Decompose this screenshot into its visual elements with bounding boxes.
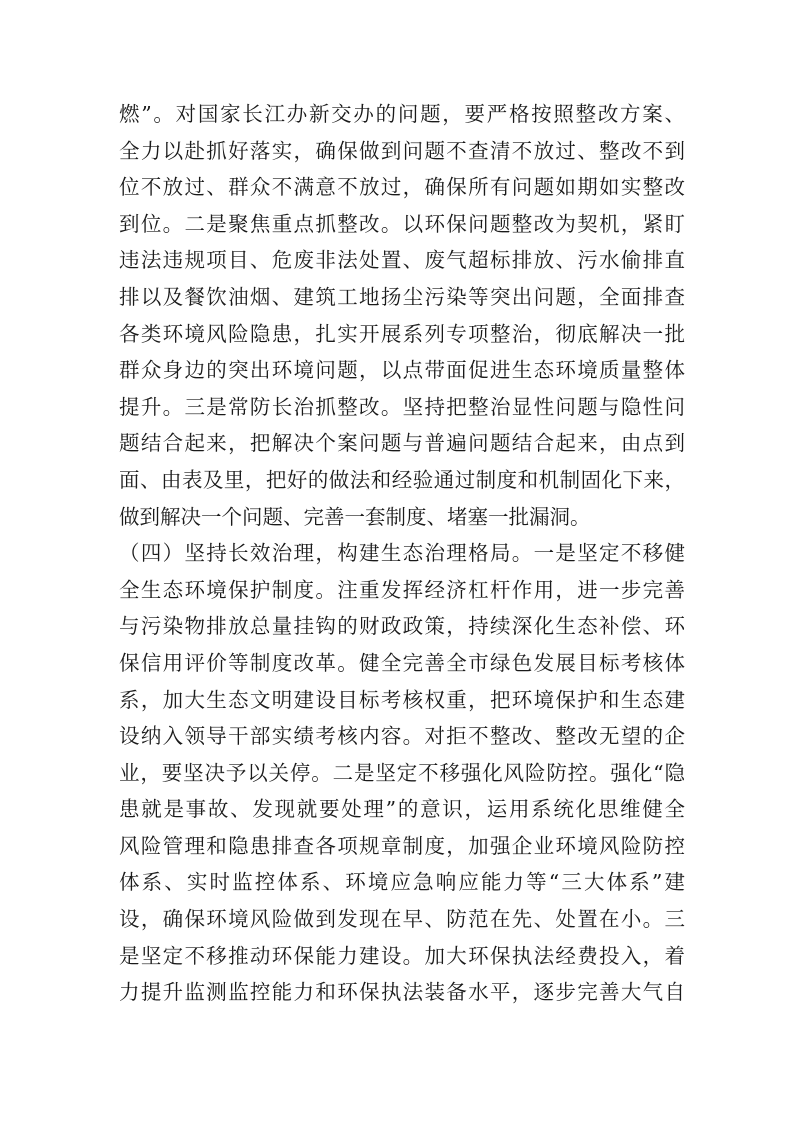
body-text: [119, 96, 685, 1011]
text-line: 位不放过、群众不满意不放过，确保所有问题如期如实整改: [119, 175, 685, 200]
text-line: 风险管理和隐患排查各项规章制度，加强企业环境风险防控: [119, 833, 685, 858]
text-line: 提升。三是常防长治抓整改。坚持把整治显性问题与隐性问: [119, 394, 685, 419]
text-line: 到位。二是聚焦重点抓整改。以环保问题整改为契机，紧盯: [119, 211, 685, 236]
text-line: 排以及餐饮油烟、建筑工地扬尘污染等突出问题，全面排查: [119, 284, 685, 309]
text-line: 设纳入领导干部实绩考核内容。对拒不整改、整改无望的企: [119, 724, 685, 749]
text-line: 与污染物排放总量挂钩的财政政策，持续深化生态补偿、环: [119, 614, 685, 639]
text-line: 做到解决一个问题、完善一套制度、堵塞一批漏洞。: [119, 504, 591, 529]
text-line: 力提升监测监控能力和环保执法装备水平，逐步完善大气自: [119, 980, 685, 1005]
section-heading-line: （四）坚持长效治理，构建生态治理格局。一是坚定不移健: [119, 541, 685, 566]
text-line: 系，加大生态文明建设目标考核权重，把环境保护和生态建: [119, 687, 685, 712]
text-line: 设，确保环境风险做到发现在早、防范在先、处置在小。三: [119, 907, 685, 932]
text-line: 群众身边的突出环境问题，以点带面促进生态环境质量整体: [119, 358, 685, 383]
text-line: 面、由表及里，把好的做法和经验通过制度和机制固化下来，: [119, 467, 685, 492]
text-line: 体系、实时监控体系、环境应急响应能力等“三大体系”建: [119, 870, 685, 895]
text-line: 保信用评价等制度改革。健全完善全市绿色发展目标考核体: [119, 650, 685, 675]
text-line: 各类环境风险隐患，扎实开展系列专项整治，彻底解决一批: [119, 321, 685, 346]
text-line: 燃”。对国家长江办新交办的问题，要严格按照整改方案、: [119, 102, 685, 126]
text-line: 是坚定不移推动环保能力建设。加大环保执法经费投入，着: [119, 943, 685, 968]
text-line: 违法违规项目、危废非法处置、废气超标排放、污水偷排直: [119, 248, 685, 273]
text-line: 全生态环境保护制度。注重发挥经济杠杆作用，进一步完善: [119, 577, 685, 602]
text-line: 全力以赴抓好落实，确保做到问题不查清不放过、整改不到: [119, 138, 685, 163]
text-line: 题结合起来，把解决个案问题与普遍问题结合起来，由点到: [119, 431, 685, 456]
text-line: 业，要坚决予以关停。二是坚定不移强化风险防控。强化“隐: [119, 760, 685, 785]
text-line: 患就是事故、发现就要处理”的意识，运用系统化思维健全: [119, 797, 685, 822]
